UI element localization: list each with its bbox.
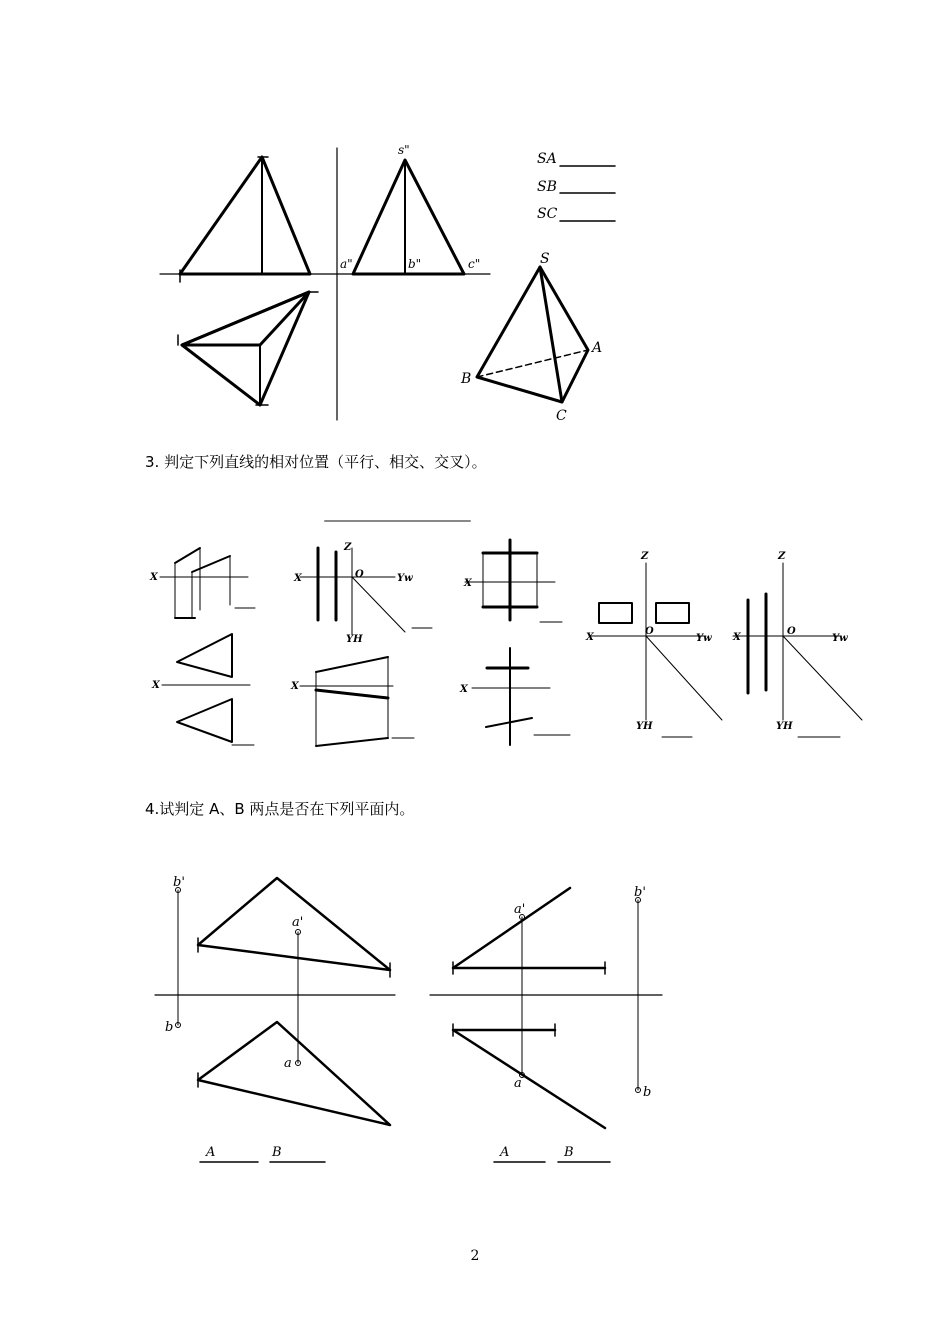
axis-x-7: X	[291, 681, 299, 692]
axis-x-6: X	[152, 680, 160, 691]
axis-yh-2: YH	[346, 634, 363, 645]
answer-sc: SC	[537, 206, 558, 222]
label-B-right: B	[564, 1145, 574, 1160]
axis-z-4: Z	[641, 551, 649, 562]
label-c: c"	[468, 257, 481, 271]
label-a-prime-left: a'	[292, 915, 304, 930]
label-b-left: b	[165, 1020, 174, 1035]
axis-x-2: X	[294, 573, 302, 584]
label-a-right: a	[514, 1076, 522, 1091]
label-a-prime-right: a'	[514, 902, 526, 917]
section-4-heading: 4.试判定 A、B 两点是否在下列平面内。	[145, 800, 415, 818]
axis-yh-5: YH	[776, 721, 793, 732]
label-b-right: b	[643, 1085, 652, 1100]
answer-sb: SB	[537, 179, 557, 195]
axis-yh-4: YH	[636, 721, 653, 732]
pyramid-b: B	[461, 371, 472, 387]
axis-z-5: Z	[778, 551, 786, 562]
figure-4-plane-problems	[155, 878, 662, 1162]
page-number: 2	[470, 1248, 480, 1264]
section-3-heading: 3. 判定下列直线的相对位置（平行、相交、交叉）。	[145, 453, 487, 471]
pyramid-c: C	[556, 408, 567, 424]
axis-o-2: O	[355, 569, 364, 580]
label-b: b"	[408, 257, 422, 271]
axis-x-5: X	[733, 632, 741, 643]
axis-x-4: X	[586, 632, 594, 643]
axis-yw-2: Yw	[397, 573, 413, 584]
label-A-right: A	[500, 1145, 510, 1160]
label-a-left: a	[284, 1056, 292, 1071]
axis-x-3: X	[464, 578, 472, 589]
axis-x-1: X	[150, 572, 158, 583]
figure-3-line-problems	[160, 521, 862, 746]
axis-o-4: O	[645, 626, 654, 637]
label-B-left: B	[272, 1145, 282, 1160]
label-s: s"	[398, 143, 410, 157]
axis-o-5: O	[787, 626, 796, 637]
label-a: a"	[340, 257, 353, 271]
axis-z-2: Z	[344, 542, 352, 553]
label-A-left: A	[206, 1145, 216, 1160]
axis-yw-5: Yw	[832, 633, 848, 644]
axis-x-8: X	[460, 684, 468, 695]
answer-sa: SA	[537, 151, 557, 167]
axis-yw-4: Yw	[696, 633, 712, 644]
label-b-prime-right: b'	[634, 885, 646, 900]
pyramid-s: S	[540, 251, 550, 267]
pyramid-a: A	[592, 340, 603, 356]
label-b-prime-left: b'	[173, 875, 185, 890]
